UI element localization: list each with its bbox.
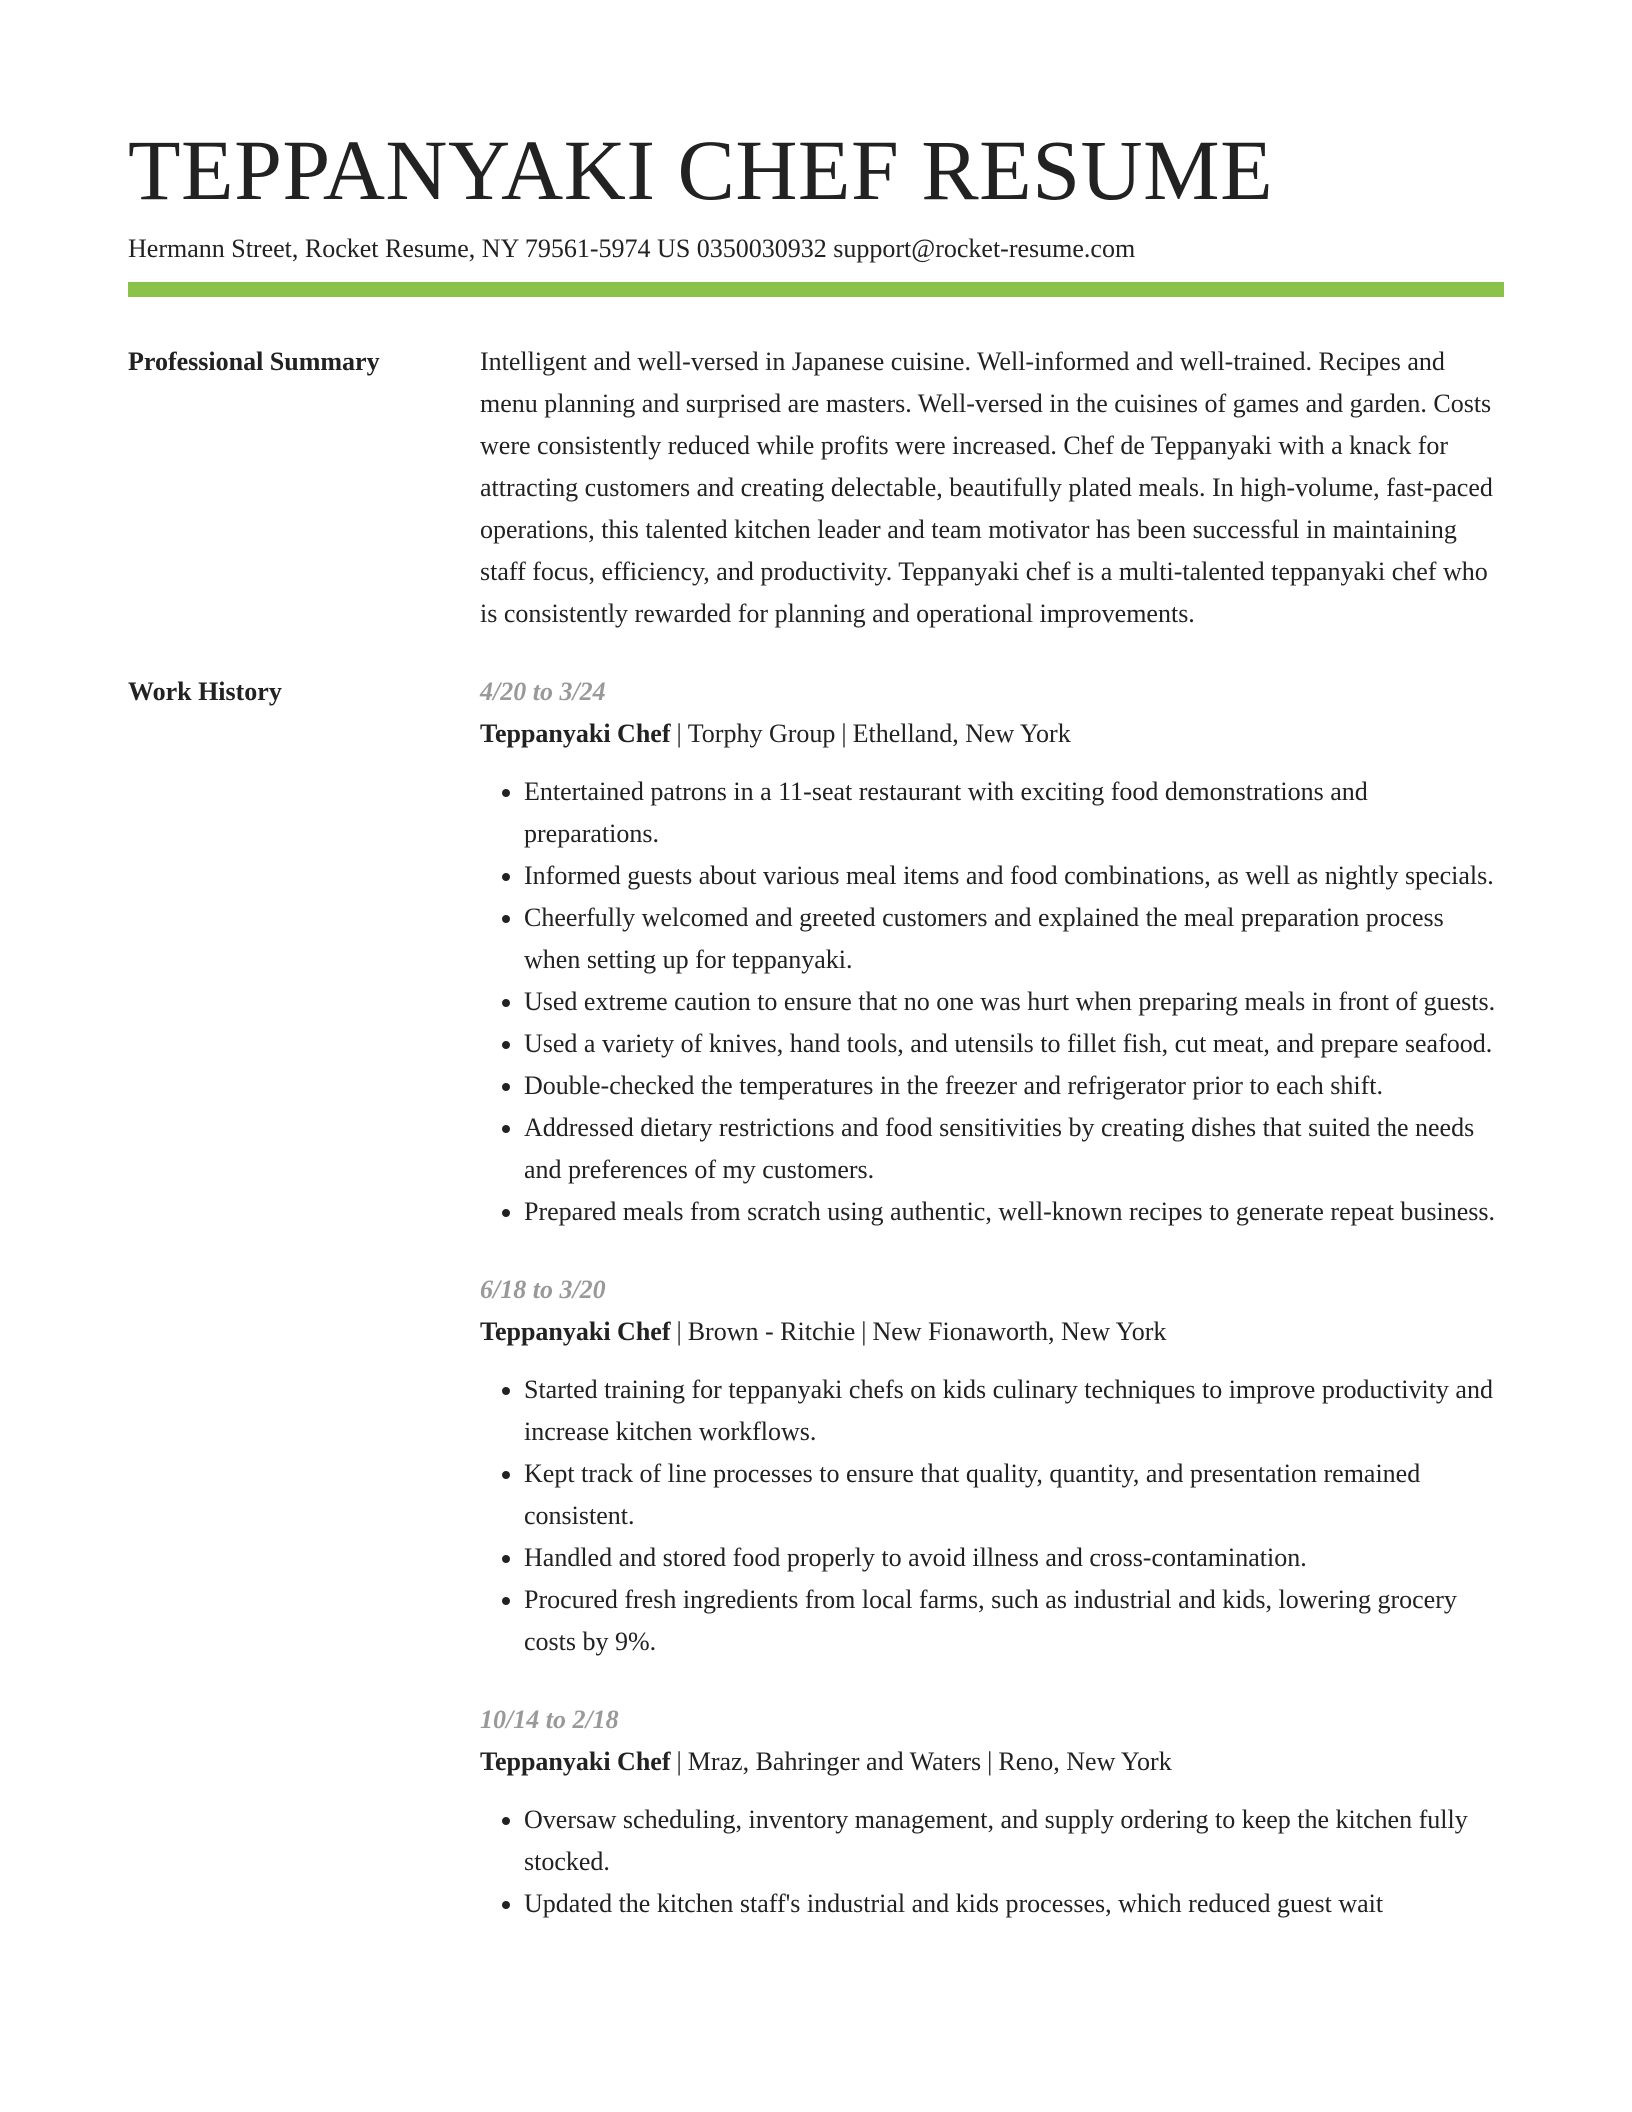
professional-summary-section [128,341,1504,635]
job-bullet: • Prepared meals from scratch using authentic, well-known recipes to generate repeat business. [524,1191,1504,1233]
header-divider [128,282,1504,297]
contact-email: support@rocket-resume.com [833,234,1136,263]
job-bullet-list [480,771,1504,1233]
job-bullet: • Entertained patrons in a 11-seat restaurant with exciting food demonstrations and preparations. [524,771,1504,855]
job-title: Teppanyaki Chef [480,719,671,748]
separator: | [676,719,682,748]
job-company: Torphy Group [687,719,836,748]
section-label-work: Work History [128,677,282,706]
section-label-summary: Professional Summary [128,347,380,376]
job-title: Teppanyaki Chef [480,1317,671,1346]
job-bullet: • Started training for teppanyaki chefs on kids culinary techniques to improve productivity and increase kitchen workflows. [524,1369,1504,1453]
resume-page [128,120,1504,1961]
job-bullet: • Handled and stored food properly to avoid illness and cross-contamination. [524,1537,1504,1579]
job-location: Reno, New York [998,1747,1172,1776]
job-bullet: • Updated the kitchen staff's industrial and kids processes, which reduced guest wait [524,1883,1504,1925]
contact-phone: 0350030932 [696,234,827,263]
job-bullet: • Oversaw scheduling, inventory management, and supply ordering to keep the kitchen fully stocked. [524,1799,1504,1883]
job-bullet: • Procured fresh ingredients from local farms, such as industrial and kids, lowering grocery costs by 9%. [524,1579,1504,1663]
job-bullet: • Addressed dietary restrictions and food sensitivities by creating dishes that suited the needs and preferences of my customers. [524,1107,1504,1191]
contact-address: Hermann Street, Rocket Resume, NY 79561-5974 US [128,234,691,263]
work-history-body [480,671,1504,1961]
job-bullet-list [480,1369,1504,1663]
job-entry [480,1269,1504,1663]
job-bullet: • Double-checked the temperatures in the freezer and refrigerator prior to each shift. [524,1065,1504,1107]
separator: | [861,1317,867,1346]
job-bullet: • Cheerfully welcomed and greeted customers and explained the meal preparation process when setting up for teppanyaki. [524,897,1504,981]
resume-title: TEPPANYAKI CHEF RESUME [128,122,1274,218]
job-bullet: • Informed guests about various meal items and food combinations, as well as nightly specials. [524,855,1504,897]
summary-text: Intelligent and well-versed in Japanese cuisine. Well-informed and well-trained. Recipes and menu planning and surprised are masters. Well-versed in the cuisines of games and garden. Costs were consistently reduced while profits were increased. Chef de Teppanyaki with a knack for attracting customers and creating delectable, beautifully plated meals. In high-volume, fast-paced operations, this talented kitchen leader and team motivator has been successful in maintaining staff focus, efficiency, and productivity. Teppanyaki chef is a multi-talented teppanyaki chef who is consistently rewarded for planning and operational improvements. [480,347,1493,628]
job-company: Mraz, Bahringer and Waters [687,1747,982,1776]
job-dates: 4/20 to 3/24 [480,677,606,706]
separator: | [676,1317,682,1346]
job-entry [480,671,1504,1233]
job-bullet: • Used a variety of knives, hand tools, and utensils to fillet fish, cut meat, and prepare seafood. [524,1023,1504,1065]
work-history-section [128,671,1504,1961]
job-dates: 10/14 to 2/18 [480,1705,619,1734]
job-title: Teppanyaki Chef [480,1747,671,1776]
job-location: New Fionaworth, New York [872,1317,1167,1346]
separator: | [676,1747,682,1776]
job-dates: 6/18 to 3/20 [480,1275,606,1304]
job-company: Brown - Ritchie [687,1317,856,1346]
job-heading [480,1741,1504,1783]
summary-body [480,341,1504,635]
job-bullet-list [480,1799,1504,1925]
job-heading [480,713,1504,755]
job-location: Ethelland, New York [852,719,1071,748]
job-entry [480,1699,1504,1925]
contact-line [128,232,1504,266]
separator: | [987,1747,993,1776]
job-bullet: • Kept track of line processes to ensure that quality, quantity, and presentation remained consistent. [524,1453,1504,1537]
separator: | [841,719,847,748]
job-bullet: • Used extreme caution to ensure that no one was hurt when preparing meals in front of guests. [524,981,1504,1023]
job-heading [480,1311,1504,1353]
